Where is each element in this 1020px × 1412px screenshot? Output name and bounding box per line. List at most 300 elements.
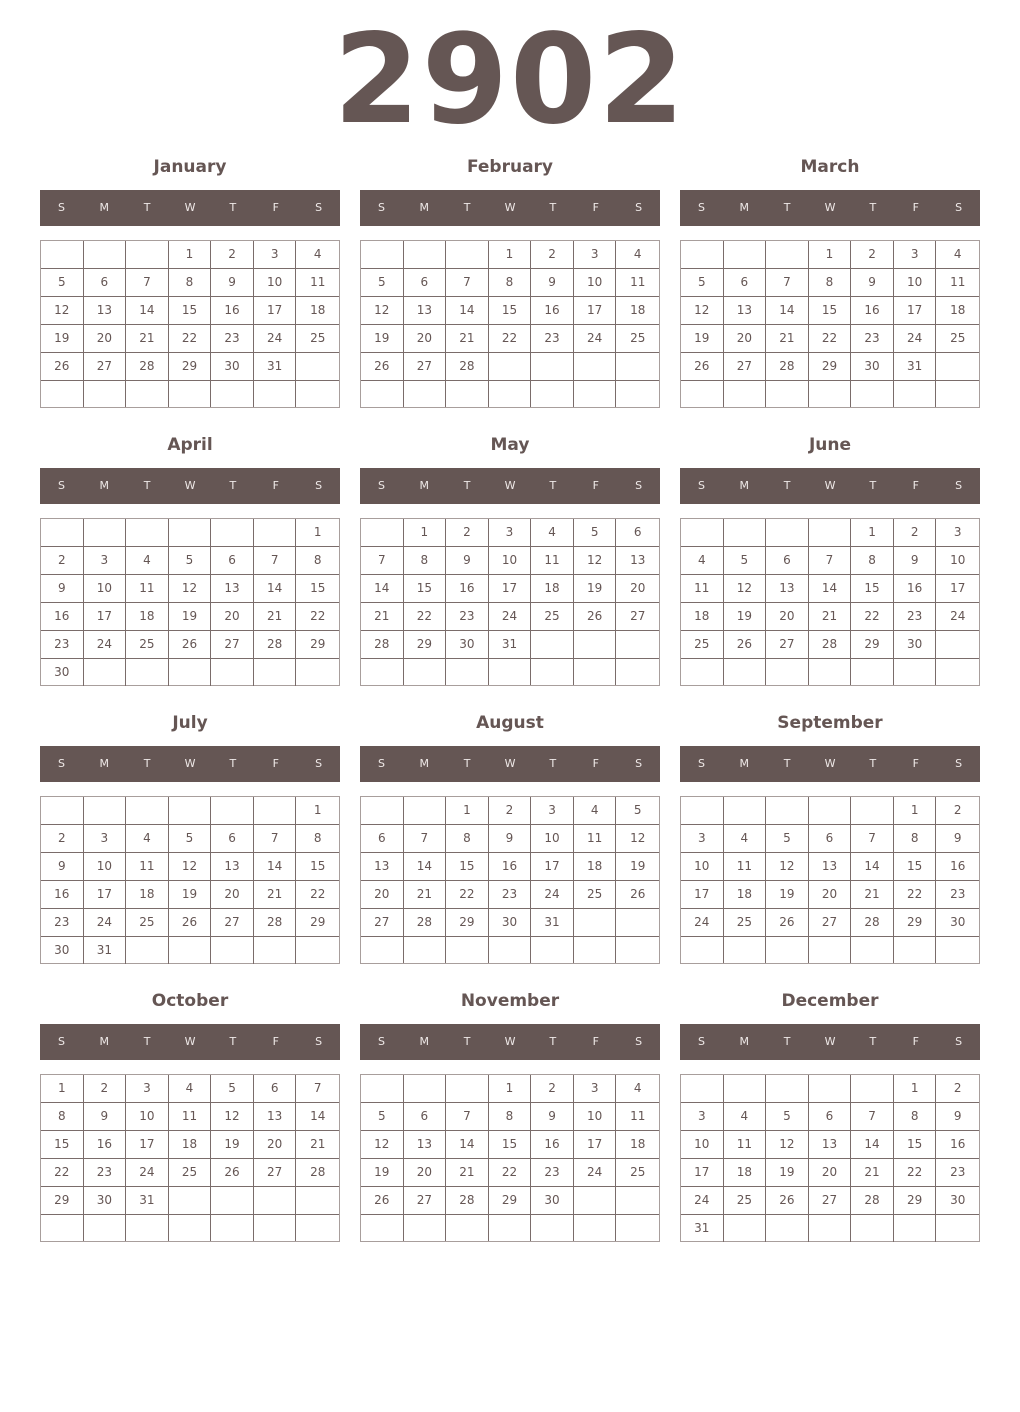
day-cell[interactable]: 13 [211,853,254,881]
day-cell[interactable]: 29 [446,909,489,937]
day-cell[interactable]: 30 [531,1187,574,1215]
day-cell[interactable]: 27 [84,353,127,381]
day-cell[interactable]: 5 [169,825,212,853]
day-cell[interactable]: 11 [296,269,339,297]
day-cell[interactable]: 12 [766,1131,809,1159]
day-cell[interactable]: 11 [126,853,169,881]
day-cell[interactable]: 26 [681,353,724,381]
day-cell[interactable]: 25 [616,1159,659,1187]
day-cell[interactable]: 2 [894,519,937,547]
day-cell[interactable]: 26 [724,631,767,659]
day-cell[interactable]: 30 [41,937,84,964]
day-cell[interactable]: 3 [489,519,532,547]
day-cell[interactable]: 10 [126,1103,169,1131]
day-cell[interactable]: 9 [936,825,979,853]
day-cell[interactable]: 21 [446,1159,489,1187]
day-cell[interactable]: 7 [254,825,297,853]
day-cell[interactable]: 10 [574,1103,617,1131]
day-cell[interactable]: 13 [616,547,659,575]
day-cell[interactable]: 24 [681,909,724,937]
day-cell[interactable]: 27 [361,909,404,937]
day-cell[interactable]: 26 [169,631,212,659]
day-cell[interactable]: 25 [531,603,574,631]
day-cell[interactable]: 15 [894,853,937,881]
day-cell[interactable]: 24 [681,1187,724,1215]
day-cell[interactable]: 2 [936,797,979,825]
day-cell[interactable]: 13 [361,853,404,881]
day-cell[interactable]: 13 [211,575,254,603]
day-cell[interactable]: 24 [254,325,297,353]
day-cell[interactable]: 21 [446,325,489,353]
day-cell[interactable]: 6 [724,269,767,297]
day-cell[interactable]: 30 [211,353,254,381]
day-cell[interactable]: 5 [211,1075,254,1103]
day-cell[interactable]: 3 [936,519,979,547]
day-cell[interactable]: 18 [936,297,979,325]
day-cell[interactable]: 8 [446,825,489,853]
day-cell[interactable]: 2 [446,519,489,547]
day-cell[interactable]: 9 [894,547,937,575]
day-cell[interactable]: 17 [84,881,127,909]
day-cell[interactable]: 29 [296,631,339,659]
day-cell[interactable]: 31 [894,353,937,381]
day-cell[interactable]: 8 [404,547,447,575]
day-cell[interactable]: 20 [254,1131,297,1159]
day-cell[interactable]: 13 [724,297,767,325]
day-cell[interactable]: 8 [894,825,937,853]
day-cell[interactable]: 22 [851,603,894,631]
day-cell[interactable]: 11 [126,575,169,603]
day-cell[interactable]: 23 [936,1159,979,1187]
day-cell[interactable]: 10 [894,269,937,297]
day-cell[interactable]: 5 [724,547,767,575]
day-cell[interactable]: 12 [169,853,212,881]
day-cell[interactable]: 25 [126,631,169,659]
day-cell[interactable]: 1 [446,797,489,825]
day-cell[interactable]: 20 [809,881,852,909]
day-cell[interactable]: 22 [446,881,489,909]
day-cell[interactable]: 4 [681,547,724,575]
day-cell[interactable]: 4 [724,825,767,853]
day-cell[interactable]: 29 [41,1187,84,1215]
day-cell[interactable]: 17 [489,575,532,603]
day-cell[interactable]: 6 [254,1075,297,1103]
day-cell[interactable]: 11 [616,1103,659,1131]
day-cell[interactable]: 16 [894,575,937,603]
day-cell[interactable]: 18 [169,1131,212,1159]
day-cell[interactable]: 7 [851,825,894,853]
day-cell[interactable]: 10 [681,1131,724,1159]
day-cell[interactable]: 16 [936,1131,979,1159]
day-cell[interactable]: 13 [809,1131,852,1159]
day-cell[interactable]: 2 [41,547,84,575]
day-cell[interactable]: 23 [41,909,84,937]
day-cell[interactable]: 19 [361,1159,404,1187]
day-cell[interactable]: 12 [766,853,809,881]
day-cell[interactable]: 8 [894,1103,937,1131]
day-cell[interactable]: 24 [489,603,532,631]
day-cell[interactable]: 7 [809,547,852,575]
day-cell[interactable]: 2 [84,1075,127,1103]
day-cell[interactable]: 28 [254,909,297,937]
day-cell[interactable]: 22 [489,325,532,353]
day-cell[interactable]: 20 [404,325,447,353]
day-cell[interactable]: 13 [809,853,852,881]
day-cell[interactable]: 3 [574,241,617,269]
day-cell[interactable]: 27 [724,353,767,381]
day-cell[interactable]: 4 [616,241,659,269]
day-cell[interactable]: 14 [126,297,169,325]
day-cell[interactable]: 12 [574,547,617,575]
day-cell[interactable]: 11 [724,853,767,881]
day-cell[interactable]: 21 [254,603,297,631]
day-cell[interactable]: 28 [296,1159,339,1187]
day-cell[interactable]: 29 [851,631,894,659]
day-cell[interactable]: 17 [681,1159,724,1187]
day-cell[interactable]: 3 [681,825,724,853]
day-cell[interactable]: 23 [851,325,894,353]
day-cell[interactable]: 18 [531,575,574,603]
day-cell[interactable]: 14 [254,575,297,603]
day-cell[interactable]: 30 [936,1187,979,1215]
day-cell[interactable]: 4 [296,241,339,269]
day-cell[interactable]: 9 [211,269,254,297]
day-cell[interactable]: 18 [126,603,169,631]
day-cell[interactable]: 7 [254,547,297,575]
day-cell[interactable]: 19 [169,881,212,909]
day-cell[interactable]: 29 [489,1187,532,1215]
day-cell[interactable]: 9 [489,825,532,853]
day-cell[interactable]: 10 [936,547,979,575]
day-cell[interactable]: 1 [404,519,447,547]
day-cell[interactable]: 3 [126,1075,169,1103]
day-cell[interactable]: 6 [84,269,127,297]
day-cell[interactable]: 16 [531,1131,574,1159]
day-cell[interactable]: 25 [724,1187,767,1215]
day-cell[interactable]: 20 [84,325,127,353]
day-cell[interactable]: 15 [41,1131,84,1159]
day-cell[interactable]: 14 [361,575,404,603]
day-cell[interactable]: 3 [894,241,937,269]
day-cell[interactable]: 23 [41,631,84,659]
day-cell[interactable]: 7 [851,1103,894,1131]
day-cell[interactable]: 28 [809,631,852,659]
day-cell[interactable]: 20 [809,1159,852,1187]
day-cell[interactable]: 29 [894,909,937,937]
day-cell[interactable]: 7 [446,269,489,297]
day-cell[interactable]: 15 [489,297,532,325]
day-cell[interactable]: 12 [681,297,724,325]
day-cell[interactable]: 18 [126,881,169,909]
day-cell[interactable]: 10 [574,269,617,297]
day-cell[interactable]: 13 [404,297,447,325]
day-cell[interactable]: 7 [126,269,169,297]
day-cell[interactable]: 5 [616,797,659,825]
day-cell[interactable]: 7 [404,825,447,853]
day-cell[interactable]: 17 [126,1131,169,1159]
day-cell[interactable]: 17 [531,853,574,881]
day-cell[interactable]: 9 [41,575,84,603]
day-cell[interactable]: 16 [41,881,84,909]
day-cell[interactable]: 30 [84,1187,127,1215]
day-cell[interactable]: 6 [809,825,852,853]
day-cell[interactable]: 27 [809,1187,852,1215]
day-cell[interactable]: 14 [404,853,447,881]
day-cell[interactable]: 8 [851,547,894,575]
day-cell[interactable]: 24 [574,1159,617,1187]
day-cell[interactable]: 22 [404,603,447,631]
day-cell[interactable]: 20 [616,575,659,603]
day-cell[interactable]: 3 [574,1075,617,1103]
day-cell[interactable]: 21 [766,325,809,353]
day-cell[interactable]: 24 [894,325,937,353]
day-cell[interactable]: 8 [296,547,339,575]
day-cell[interactable]: 15 [296,575,339,603]
day-cell[interactable]: 9 [851,269,894,297]
day-cell[interactable]: 2 [531,241,574,269]
day-cell[interactable]: 5 [361,269,404,297]
day-cell[interactable]: 10 [84,853,127,881]
day-cell[interactable]: 5 [361,1103,404,1131]
day-cell[interactable]: 19 [616,853,659,881]
day-cell[interactable]: 25 [296,325,339,353]
day-cell[interactable]: 16 [851,297,894,325]
day-cell[interactable]: 21 [296,1131,339,1159]
day-cell[interactable]: 22 [169,325,212,353]
day-cell[interactable]: 21 [404,881,447,909]
day-cell[interactable]: 25 [936,325,979,353]
day-cell[interactable]: 2 [936,1075,979,1103]
day-cell[interactable]: 7 [296,1075,339,1103]
day-cell[interactable]: 16 [41,603,84,631]
day-cell[interactable]: 9 [531,1103,574,1131]
day-cell[interactable]: 15 [404,575,447,603]
day-cell[interactable]: 28 [766,353,809,381]
day-cell[interactable]: 29 [809,353,852,381]
day-cell[interactable]: 14 [809,575,852,603]
day-cell[interactable]: 2 [531,1075,574,1103]
day-cell[interactable]: 1 [169,241,212,269]
day-cell[interactable]: 6 [404,269,447,297]
day-cell[interactable]: 20 [404,1159,447,1187]
day-cell[interactable]: 19 [211,1131,254,1159]
day-cell[interactable]: 12 [169,575,212,603]
day-cell[interactable]: 24 [936,603,979,631]
day-cell[interactable]: 20 [211,603,254,631]
day-cell[interactable]: 13 [766,575,809,603]
day-cell[interactable]: 1 [894,797,937,825]
day-cell[interactable]: 9 [531,269,574,297]
day-cell[interactable]: 10 [531,825,574,853]
day-cell[interactable]: 27 [211,909,254,937]
day-cell[interactable]: 12 [211,1103,254,1131]
day-cell[interactable]: 31 [489,631,532,659]
day-cell[interactable]: 25 [126,909,169,937]
day-cell[interactable]: 11 [681,575,724,603]
day-cell[interactable]: 26 [766,1187,809,1215]
day-cell[interactable]: 19 [41,325,84,353]
day-cell[interactable]: 29 [296,909,339,937]
day-cell[interactable]: 21 [126,325,169,353]
day-cell[interactable]: 2 [489,797,532,825]
day-cell[interactable]: 1 [296,519,339,547]
day-cell[interactable]: 4 [574,797,617,825]
day-cell[interactable]: 6 [211,547,254,575]
day-cell[interactable]: 15 [169,297,212,325]
day-cell[interactable]: 30 [446,631,489,659]
day-cell[interactable]: 22 [894,1159,937,1187]
day-cell[interactable]: 21 [809,603,852,631]
day-cell[interactable]: 23 [936,881,979,909]
day-cell[interactable]: 16 [211,297,254,325]
day-cell[interactable]: 17 [574,297,617,325]
day-cell[interactable]: 12 [361,297,404,325]
day-cell[interactable]: 30 [936,909,979,937]
day-cell[interactable]: 12 [616,825,659,853]
day-cell[interactable]: 3 [254,241,297,269]
day-cell[interactable]: 2 [851,241,894,269]
day-cell[interactable]: 6 [809,1103,852,1131]
day-cell[interactable]: 21 [254,881,297,909]
day-cell[interactable]: 5 [766,1103,809,1131]
day-cell[interactable]: 15 [894,1131,937,1159]
day-cell[interactable]: 17 [574,1131,617,1159]
day-cell[interactable]: 21 [361,603,404,631]
day-cell[interactable]: 4 [724,1103,767,1131]
day-cell[interactable]: 19 [169,603,212,631]
day-cell[interactable]: 23 [894,603,937,631]
day-cell[interactable]: 4 [126,547,169,575]
day-cell[interactable]: 26 [211,1159,254,1187]
day-cell[interactable]: 1 [489,241,532,269]
day-cell[interactable]: 2 [211,241,254,269]
day-cell[interactable]: 26 [766,909,809,937]
day-cell[interactable]: 9 [84,1103,127,1131]
day-cell[interactable]: 23 [211,325,254,353]
day-cell[interactable]: 11 [616,269,659,297]
day-cell[interactable]: 6 [616,519,659,547]
day-cell[interactable]: 25 [169,1159,212,1187]
day-cell[interactable]: 1 [296,797,339,825]
day-cell[interactable]: 23 [489,881,532,909]
day-cell[interactable]: 28 [446,1187,489,1215]
day-cell[interactable]: 22 [809,325,852,353]
day-cell[interactable]: 8 [169,269,212,297]
day-cell[interactable]: 18 [574,853,617,881]
day-cell[interactable]: 10 [84,575,127,603]
day-cell[interactable]: 15 [489,1131,532,1159]
day-cell[interactable]: 18 [296,297,339,325]
day-cell[interactable]: 5 [41,269,84,297]
day-cell[interactable]: 11 [531,547,574,575]
day-cell[interactable]: 4 [126,825,169,853]
day-cell[interactable]: 26 [574,603,617,631]
day-cell[interactable]: 14 [296,1103,339,1131]
day-cell[interactable]: 26 [361,1187,404,1215]
day-cell[interactable]: 22 [489,1159,532,1187]
day-cell[interactable]: 7 [446,1103,489,1131]
day-cell[interactable]: 29 [169,353,212,381]
day-cell[interactable]: 24 [126,1159,169,1187]
day-cell[interactable]: 19 [681,325,724,353]
day-cell[interactable]: 8 [41,1103,84,1131]
day-cell[interactable]: 19 [574,575,617,603]
day-cell[interactable]: 3 [84,547,127,575]
day-cell[interactable]: 16 [936,853,979,881]
day-cell[interactable]: 16 [446,575,489,603]
day-cell[interactable]: 14 [851,853,894,881]
day-cell[interactable]: 4 [169,1075,212,1103]
day-cell[interactable]: 27 [616,603,659,631]
day-cell[interactable]: 6 [211,825,254,853]
day-cell[interactable]: 19 [361,325,404,353]
day-cell[interactable]: 24 [84,631,127,659]
day-cell[interactable]: 12 [41,297,84,325]
day-cell[interactable]: 13 [254,1103,297,1131]
day-cell[interactable]: 13 [404,1131,447,1159]
day-cell[interactable]: 27 [766,631,809,659]
day-cell[interactable]: 18 [681,603,724,631]
day-cell[interactable]: 30 [894,631,937,659]
day-cell[interactable]: 1 [894,1075,937,1103]
day-cell[interactable]: 9 [41,853,84,881]
day-cell[interactable]: 24 [574,325,617,353]
day-cell[interactable]: 25 [574,881,617,909]
day-cell[interactable]: 17 [936,575,979,603]
day-cell[interactable]: 16 [489,853,532,881]
day-cell[interactable]: 16 [84,1131,127,1159]
day-cell[interactable]: 1 [41,1075,84,1103]
day-cell[interactable]: 25 [724,909,767,937]
day-cell[interactable]: 2 [41,825,84,853]
day-cell[interactable]: 4 [531,519,574,547]
day-cell[interactable]: 24 [531,881,574,909]
day-cell[interactable]: 1 [489,1075,532,1103]
day-cell[interactable]: 28 [404,909,447,937]
day-cell[interactable]: 18 [724,881,767,909]
day-cell[interactable]: 11 [574,825,617,853]
day-cell[interactable]: 15 [446,853,489,881]
day-cell[interactable]: 19 [724,603,767,631]
day-cell[interactable]: 8 [296,825,339,853]
day-cell[interactable]: 14 [851,1131,894,1159]
day-cell[interactable]: 16 [531,297,574,325]
day-cell[interactable]: 28 [126,353,169,381]
day-cell[interactable]: 9 [446,547,489,575]
day-cell[interactable]: 4 [616,1075,659,1103]
day-cell[interactable]: 3 [681,1103,724,1131]
day-cell[interactable]: 20 [766,603,809,631]
day-cell[interactable]: 26 [41,353,84,381]
day-cell[interactable]: 3 [531,797,574,825]
day-cell[interactable]: 30 [489,909,532,937]
day-cell[interactable]: 18 [616,297,659,325]
day-cell[interactable]: 23 [446,603,489,631]
day-cell[interactable]: 5 [681,269,724,297]
day-cell[interactable]: 31 [254,353,297,381]
day-cell[interactable]: 6 [404,1103,447,1131]
day-cell[interactable]: 26 [169,909,212,937]
day-cell[interactable]: 23 [531,1159,574,1187]
day-cell[interactable]: 23 [531,325,574,353]
day-cell[interactable]: 26 [616,881,659,909]
day-cell[interactable]: 19 [766,1159,809,1187]
day-cell[interactable]: 28 [851,909,894,937]
day-cell[interactable]: 19 [766,881,809,909]
day-cell[interactable]: 27 [404,353,447,381]
day-cell[interactable]: 1 [851,519,894,547]
day-cell[interactable]: 25 [681,631,724,659]
